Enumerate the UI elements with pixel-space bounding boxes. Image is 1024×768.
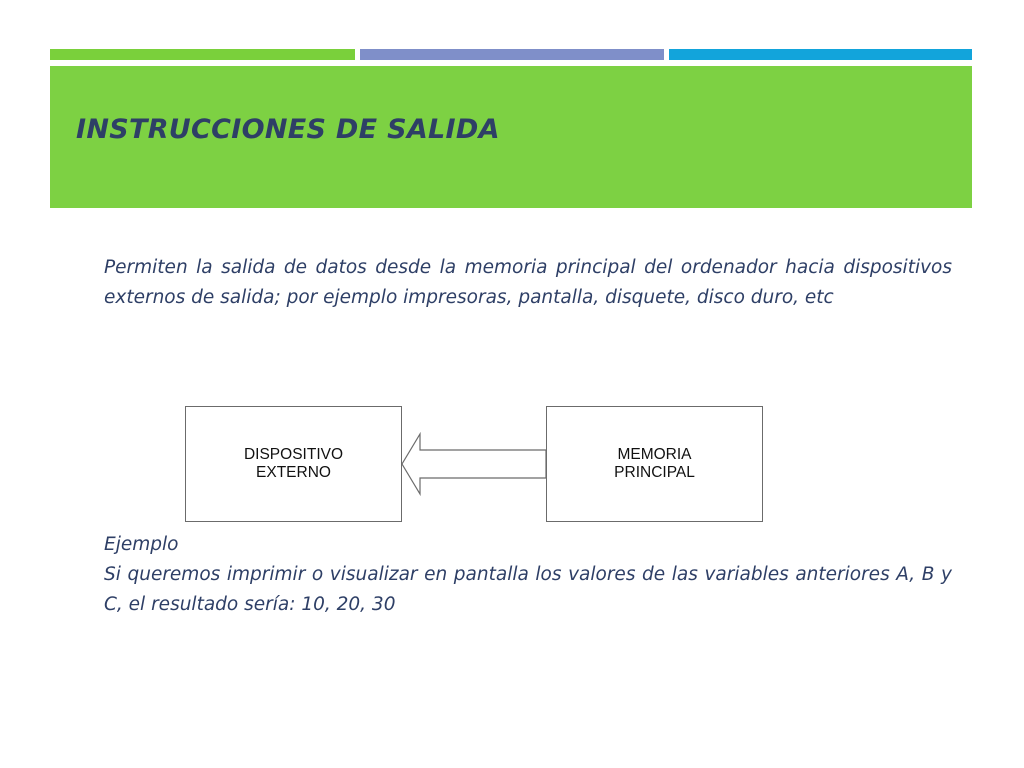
example-heading: Ejemplo: [104, 534, 179, 555]
main-memory-label-line1: MEMORIA: [617, 446, 692, 463]
example-section: [104, 530, 952, 620]
accent-bar-blue: [669, 49, 972, 60]
external-device-box: [185, 406, 402, 522]
intro-paragraph: Permiten la salida de datos desde la memoria principal del ordenador hacia dispositivos externos de salida; por ejemplo impresoras, pantalla, disquete, disco duro, etc: [104, 257, 952, 308]
flow-arrow-left-icon: [400, 432, 548, 496]
title-banner: [50, 66, 972, 208]
accent-bar-purple: [360, 49, 664, 60]
main-memory-label-line2: PRINCIPAL: [614, 464, 695, 481]
accent-bar-green: [50, 49, 355, 60]
main-memory-box: [546, 406, 763, 522]
external-device-label-line1: DISPOSITIVO: [243, 446, 344, 463]
example-text: Si queremos imprimir o visualizar en pantalla los valores de las variables anteriores A, B y C, el resultado sería: 10, 20, 30: [104, 564, 952, 615]
slide-title: INSTRUCCIONES DE SALIDA: [76, 114, 500, 145]
external-device-label-line2: EXTERNO: [256, 464, 331, 481]
